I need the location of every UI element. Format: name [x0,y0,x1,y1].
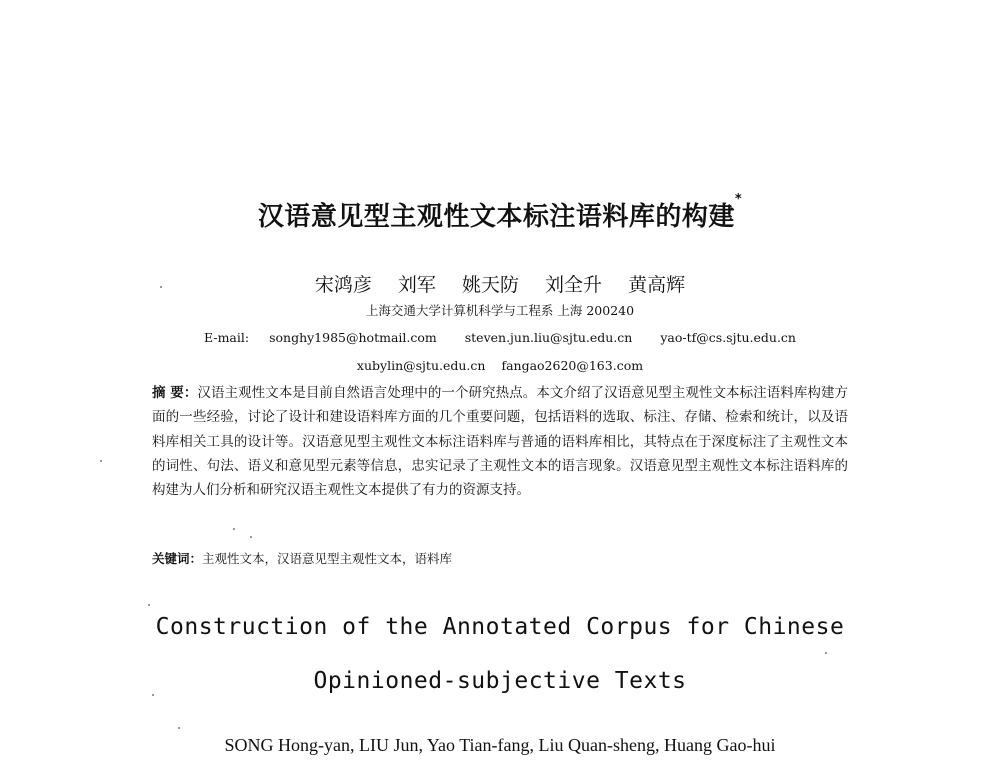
english-authors: SONG Hong-yan, LIU Jun, Yao Tian-fang, Liu Quan-sheng, Huang Gao-hui [224,735,776,755]
abstract [152,381,848,502]
keywords [152,549,848,567]
scan-speck [152,694,154,696]
chinese-title-text: 汉语意见型主观性文本标注语料库的构建 [257,202,735,232]
author-cn: 刘军 [397,274,436,296]
email-address: xubylin@sjtu.edu.cn [356,358,486,373]
email-line-1 [0,330,1000,345]
chinese-title [0,192,1000,233]
english-title-line-1: Construction of the Annotated Corpus for Chinese [155,614,845,640]
email-label: E-mail: [204,330,250,345]
email-address: steven.jun.liu@sjtu.edu.cn [464,330,633,345]
author-cn: 黄高辉 [628,274,686,296]
affiliation: 上海交通大学计算机科学与工程系 上海 200240 [365,303,635,318]
email-address: fangao2620@163.com [501,358,644,373]
keywords-label: 关键词： [152,551,203,566]
author-cn: 姚天防 [461,274,519,296]
email-address: songhy1985@hotmail.com [269,330,437,345]
abstract-label: 摘 要： [152,385,198,401]
scan-speck [233,528,235,530]
scan-speck [148,604,150,606]
chinese-authors [0,270,1000,297]
title-footnote-mark: * [734,192,743,207]
email-address: yao-tf@cs.sjtu.edu.cn [660,330,796,345]
scan-speck [250,536,252,538]
scan-speck [100,460,102,462]
scan-speck [825,652,827,654]
email-line-2 [0,358,1000,373]
scan-speck [160,286,162,288]
scan-speck [178,727,180,729]
english-title-line-2: Opinioned-subjective Texts [313,668,687,694]
keywords-text: 主观性文本，汉语意见型主观性文本，语料库 [202,551,453,566]
abstract-text: 汉语主观性文本是目前自然语言处理中的一个研究热点。本文介绍了汉语意见型主观性文本标注语料库构建方面的一些经验，讨论了设计和建设语料库方面的几个重要问题，包括语料的选取、标注、存储、检索和统计，以及语料库相关工具的设计等。汉语意见型主观性文本标注语料库与普通的语料库相比，其特点在于深度标注了主观性文本的词性、句法、语义和意见型元素等信息，忠实记录了主观性文本的语言现象。汉语意见型主观性文本标注语料库的构建为人们分析和研究汉语主观性文本提供了有力的资源支持。 [152,385,848,499]
author-cn: 宋鸿彦 [314,274,372,296]
author-cn: 刘全升 [545,274,603,296]
